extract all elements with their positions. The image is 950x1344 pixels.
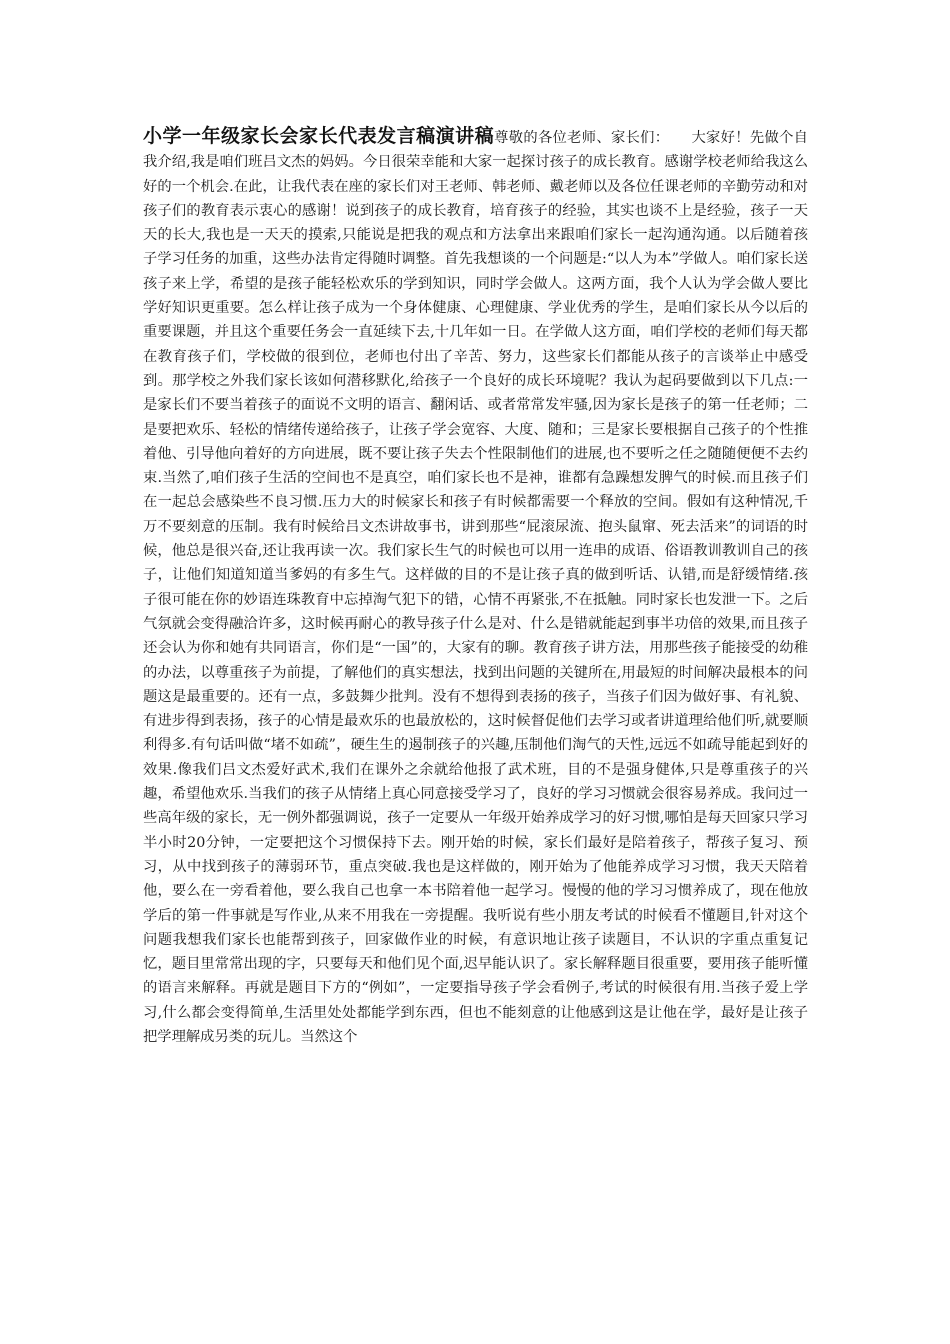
document-body: 尊敬的各位老师、家长们： 大家好！先做个自我介绍,我是咱们班吕文杰的妈妈。今日很荣幸能和大家一起探讨孩子的成长教育。感谢学校老师给我这么好的一个机会.在此，让我代表在座的家长们对王老师、韩老师、戴老师以及各位任课老师的辛勤劳动和对孩子们的教育表示衷心的感谢！说到孩子的成长教育，培育孩子的经验，其实也谈不上是经验，孩子一天天的长大,我也是一天天的摸索,只能说是把我的观点和方法拿出来跟咱们家长一起沟通沟通。以后随着孩子学习任务的加重，这些办法肯定得随时调整。首先我想谈的一个问题是:“以人为本”学做人。咱们家长送孩子来上学，希望的是孩子能轻松欢乐的学到知识，同时学会做人。这两方面，我个人认为学会做人要比学好知识更重要。怎么样让孩子成为一个身体健康、心理健康、学业优秀的学生，是咱们家长从今以后的重要课题，并且这个重要任务会一直延续下去,十几年如一日。在学做人这方面，咱们学校的老师们每天都在教育孩子们，学校做的很到位，老师也付出了辛苦、努力，这些家长们都能从孩子的言谈举止中感受到。那学校之外我们家长该如何潜移默化,给孩子一个良好的成长环境呢？我认为起码要做到以下几点:一是家长们不要当着孩子的面说不文明的语言、翻闲话、或者常常发牢骚,因为家长是孩子的第一任老师；二是要把欢乐、轻松的情绪传递给孩子，让孩子学会宽容、大度、随和；三是家长要根据自己孩子的个性推着他、引导他向着好的方向进展，既不要让孩子失去个性限制他们的进展,也不要听之任之随随便便不去约束.当然了,咱们孩子生活的空间也不是真空，咱们家长也不是神，谁都有急躁想发脾气的时候.而且孩子们在一起总会感染些不良习惯.压力大的时候家长和孩子有时候都需要一个释放的空间。假如有这种情况,千万不要刻意的压制。我有时候给吕文杰讲故事书，讲到那些“屁滚尿流、抱头鼠窜、死去活来”的词语的时候，他总是很兴奋,还让我再读一次。我们家长生气的时候也可以用一连串的成语、俗语教训教训自己的孩子，让他们知道知道当爹妈的有多生气。这样做的目的不是让孩子真的做到听话、认错,而是舒缓情绪.孩子很可能在你的妙语连珠教育中忘掉淘气犯下的错，心情不再紧张,不在抵触。同时家长也发泄一下。之后气氛就会变得融洽许多，这时候再耐心的教导孩子什么是对、什么是错就能起到事半功倍的效果,而且孩子还会认为你和她有共同语言，你们是“一国”的，大家有的聊。教育孩子讲方法，用那些孩子能接受的幼稚的办法，以尊重孩子为前提，了解他们的真实想法，找到出问题的关键所在,用最短的时间解决最根本的问题这是最重要的。还有一点，多鼓舞少批判。没有不想得到表扬的孩子，当孩子们因为做好事、有礼貌、有进步得到表扬，孩子的心情是最欢乐的也最放松的，这时候督促他们去学习或者讲道理给他们听,就要顺利得多.有句话叫做“堵不如疏”，硬生生的遏制孩子的兴趣,压制他们淘气的天性,远远不如疏导能起到好的效果.像我们吕文杰爱好武术,我们在课外之余就给他报了武术班，目的不是强身健体,只是尊重孩子的兴趣，希望他欢乐.当我们的孩子从情绪上真心同意接受学习了，良好的学习习惯就会很容易养成。我问过一些高年级的家长，无一例外都强调说，孩子一定要从一年级开始养成学习的好习惯,哪怕是每天回家只学习半小时20分钟，一定要把这个习惯保持下去。刚开始的时候，家长们最好是陪着孩子，帮孩子复习、预习，从中找到孩子的薄弱环节，重点突破.我也是这样做的，刚开始为了他能养成学习习惯，我天天陪着他，要么在一旁看着他，要么我自己也拿一本书陪着他一起学习。慢慢的他的学习习惯养成了，现在他放学后的第一件事就是写作业,从来不用我在一旁提醒。我听说有些小朋友考试的时候看不懂题目,针对这个问题我想我们家长也能帮到孩子，回家做作业的时候，有意识地让孩子读题目，不认识的字重点重复记忆，题目里常常出现的字，只要每天和他们见个面,迟早能认识了。家长解释题目很重要，要用孩子能听懂的语言来解释。再就是题目下方的“例如”，一定要指导孩子学会看例子,考试的时候很有用.当孩子爱上学习,什么都会变得简单,生活里处处都能学到东西，但也不能刻意的让他感到这是让他在学，最好是让孩子把学理解成另类的玩儿。当然这个	[143, 130, 808, 1045]
document-title: 小学一年级家长会家长代表发言稿演讲稿	[143, 125, 495, 147]
document-content	[143, 124, 808, 1049]
